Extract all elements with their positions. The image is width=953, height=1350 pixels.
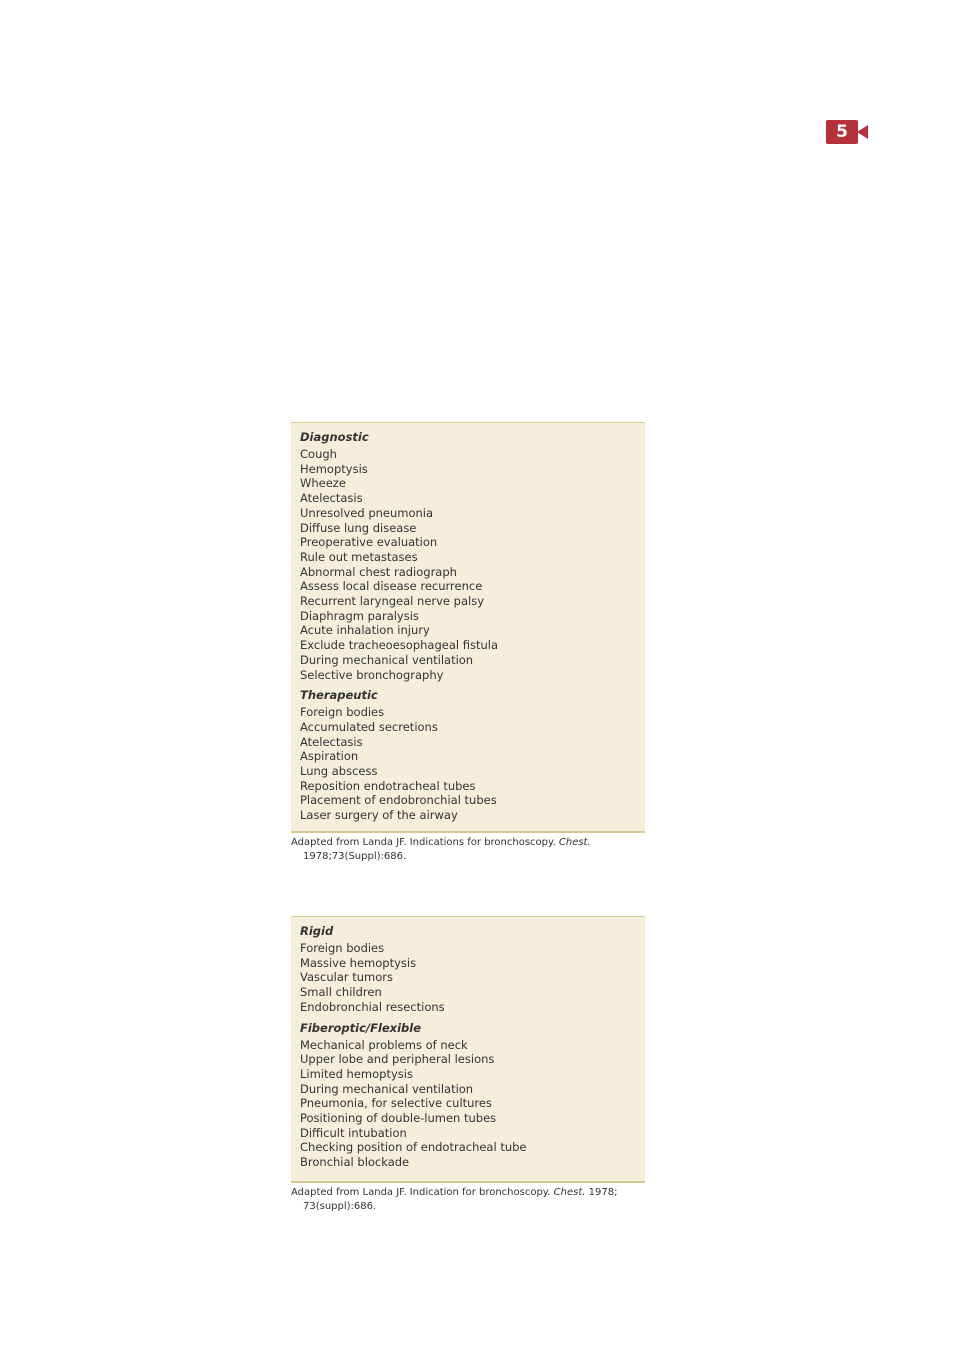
table-caption [291,836,645,863]
list-item: During mechanical ventilation [300,652,474,667]
list-item: Massive hemoptysis [300,955,417,970]
indications-table [291,422,645,833]
list-item: Difficult intubation [300,1125,407,1140]
list-item: Exclude tracheoesophageal fistula [300,638,498,653]
caption-journal: Chest. [553,1187,586,1198]
list-item: Mechanical problems of neck [300,1037,468,1052]
list-item: Laser surgery of the airway [300,808,458,823]
video-number-badge: 5 [826,120,858,144]
list-item: Placement of endobronchial tubes [300,793,497,808]
list-item: Unresolved pneumonia [300,505,434,520]
list-item: Accumulated secretions [300,719,438,734]
therapeutic-list [300,705,645,823]
list-item: Small children [300,985,382,1000]
list-item: Preoperative evaluation [300,535,438,550]
list-item: During mechanical ventilation [300,1081,474,1096]
list-item: Acute inhalation injury [300,623,430,638]
list-item: Foreign bodies [300,941,385,955]
caption-journal: Chest. [558,837,591,848]
section-title-flexible: Fiberoptic/Flexible [300,1020,422,1035]
list-item: Positioning of double-lumen tubes [300,1111,497,1126]
list-item: Selective bronchography [300,667,444,682]
caption-citation: 1978;73(Suppl):686. [303,850,407,862]
bronchoscope-type-table [291,916,645,1183]
list-item: Cough [300,447,337,461]
list-item: Assess local disease recurrence [300,579,483,594]
list-item: Diaphragm paralysis [300,608,419,623]
list-item: Reposition endotracheal tubes [300,778,476,793]
list-item: Rule out metastases [300,549,418,564]
caption-citation: 73(suppl):686. [303,1200,377,1212]
rigid-list [300,941,645,1015]
diagnostic-list [300,447,645,682]
list-item: Upper lobe and peripheral lesions [300,1052,495,1067]
list-item: Bronchial blockade [300,1155,410,1170]
list-item: Endobronchial resections [300,999,445,1014]
flexible-list [300,1038,645,1170]
list-item: Abnormal chest radiograph [300,564,457,579]
video-camera-icon[interactable] [826,120,868,144]
list-item: Aspiration [300,749,359,764]
list-item: Vascular tumors [300,970,394,985]
list-item: Diffuse lung disease [300,520,417,535]
list-item: Foreign bodies [300,705,385,720]
caption-text: Adapted from Landa JF. Indications for bronchoscopy. [291,837,559,848]
list-item: Atelectasis [300,734,363,749]
list-item: Recurrent laryngeal nerve palsy [300,594,484,609]
section-title-diagnostic: Diagnostic [300,430,369,444]
list-item: Limited hemoptysis [300,1066,413,1081]
caption-year: 1978; [585,1187,618,1198]
section-title-therapeutic: Therapeutic [300,688,378,703]
list-item: Lung abscess [300,764,378,779]
table-caption [291,1186,645,1213]
list-item: Wheeze [300,476,346,491]
list-item: Hemoptysis [300,461,368,476]
list-item: Pneumonia, for selective cultures [300,1096,492,1111]
list-item: Atelectasis [300,491,363,506]
camera-lens-shape [857,125,868,139]
list-item: Checking position of endotracheal tube [300,1140,527,1155]
caption-text: Adapted from Landa JF. Indication for bronchoscopy. [291,1187,554,1198]
section-title-rigid: Rigid [300,924,334,938]
